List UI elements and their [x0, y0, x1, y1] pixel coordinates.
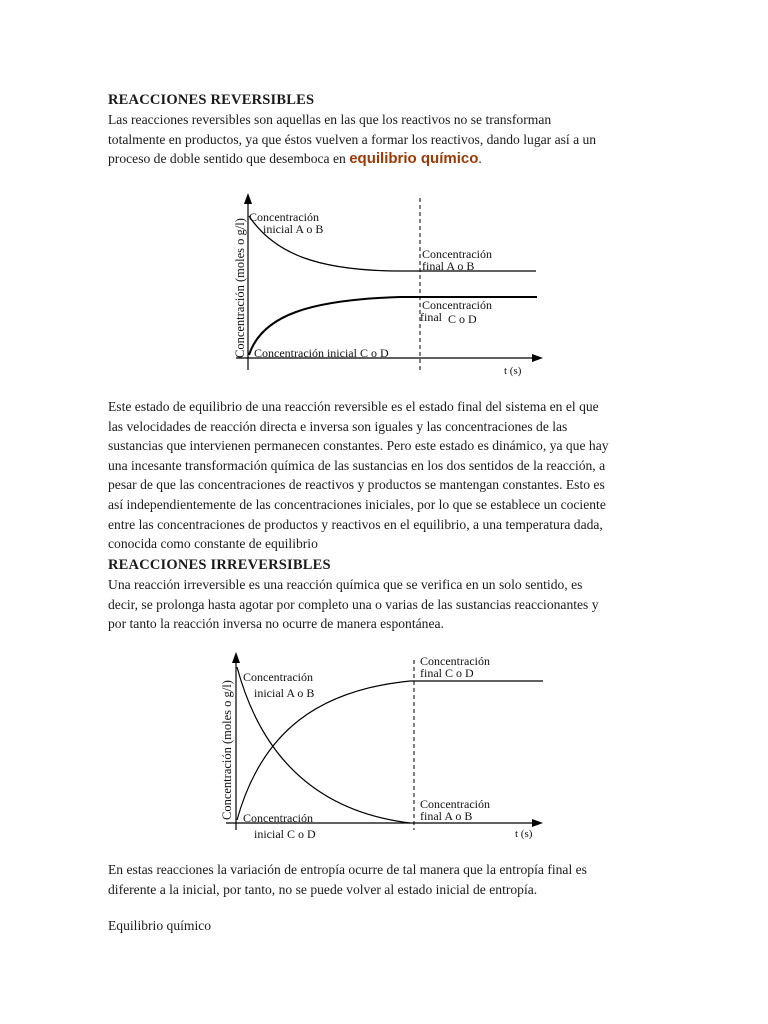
label-initial-ab-line2: inicial A o B [263, 222, 324, 236]
equilibrio-quimico-link[interactable]: equilibrio químico [349, 150, 479, 168]
x-axis-label: t (s) [504, 365, 522, 377]
curve-reactants [249, 216, 536, 271]
intro-paragraph [108, 110, 668, 169]
entropy-paragraph [108, 860, 668, 899]
text-fragment: proceso de doble sentido que desemboca en [108, 151, 350, 167]
label-initial-ab-line1: Concentración [249, 210, 319, 224]
label-final-ab-line2: final A o B [422, 259, 475, 273]
irreversible-paragraph [108, 575, 668, 634]
text-line: las velocidades de reacción directa e inversa son iguales y las concentraciones de las [108, 418, 568, 434]
x-axis-arrow [532, 354, 543, 362]
footer-title: Equilibrio químico [108, 918, 212, 933]
text-line: Este estado de equilibrio de una reacción reversible es el estado final del sistema en el que [108, 399, 599, 414]
text-line: diferente a la inicial, por tanto, no se puede volver al estado inicial de entropía. [108, 881, 538, 897]
label-final-cd-line3: C o D [448, 312, 477, 326]
text-line: Las reacciones reversibles son aquellas en las que los reactivos no se transforman [108, 112, 552, 127]
text-line [108, 151, 482, 166]
curve-products [249, 297, 537, 355]
heading-irreversibles: REACCIONES IRREVERSIBLES [108, 557, 331, 573]
text-line: decir, se prolonga hasta agotar por completo una o varias de las sustancias reaccionantes y [108, 596, 599, 612]
text-line: Una reacción irreversible es una reacción química que se verifica en un solo sentido, es [108, 577, 583, 592]
label-final-ab-line1: Concentración [420, 797, 490, 811]
y-axis-arrow [232, 652, 240, 663]
label-final-cd-line1: Concentración [420, 654, 490, 668]
text-line: una incesante transformación química de las sustancias en los dos sentidos de la reacción, a [108, 457, 606, 473]
text-line: sustancias que intervienen permanecen constantes. Pero este estado es dinámico, ya que hay [108, 438, 609, 454]
label-final-cd-line2: final [420, 310, 442, 324]
label-initial-ab-line2: inicial A o B [254, 686, 315, 700]
curve-products [237, 681, 543, 820]
curve-reactants [237, 667, 410, 823]
text-line: En estas reacciones la variación de entropía ocurre de tal manera que la entropía final es [108, 862, 587, 877]
label-initial-cd-line2: inicial C o D [254, 827, 316, 841]
label-final-ab-line1: Concentración [422, 247, 492, 261]
heading-reversibles: REACCIONES REVERSIBLES [108, 92, 315, 108]
label-initial-cd: Concentración inicial C o D [254, 346, 389, 360]
y-axis-label: Concentración (moles o g/l) [220, 680, 234, 820]
x-axis-label: t (s) [515, 828, 533, 840]
label-initial-cd-line1: Concentración [243, 811, 313, 825]
text-line: así independientemente de las concentraciones iniciales, por lo que se establece un cociente [108, 496, 606, 512]
y-axis-arrow [244, 193, 252, 204]
text-line: totalmente en productos, ya que éstos vuelven a formar los reactivos, dando lugar así a un [108, 131, 597, 147]
equilibrium-paragraph [108, 397, 668, 554]
text-line: entre las concentraciones de productos y reactivos en el equilibrio, a una temperatura dada, [108, 516, 603, 532]
x-axis-arrow [532, 819, 543, 827]
label-final-cd-line1: Concentración [422, 298, 492, 312]
label-initial-ab-line1: Concentración [243, 670, 313, 684]
text-fragment: . [478, 151, 482, 167]
text-line: por tanto la reacción inversa no ocurre de manera espontánea. [108, 616, 444, 632]
text-line: conocida como constante de equilibrio [108, 536, 318, 552]
text-line: pesar de que las concentraciones de reactivos y productos se mantengan constantes. Esto es [108, 477, 605, 493]
label-final-ab-line2: final A o B [420, 809, 473, 823]
label-final-cd-line2: final C o D [420, 666, 474, 680]
y-axis-label: Concentración (moles o g/l) [233, 218, 247, 358]
